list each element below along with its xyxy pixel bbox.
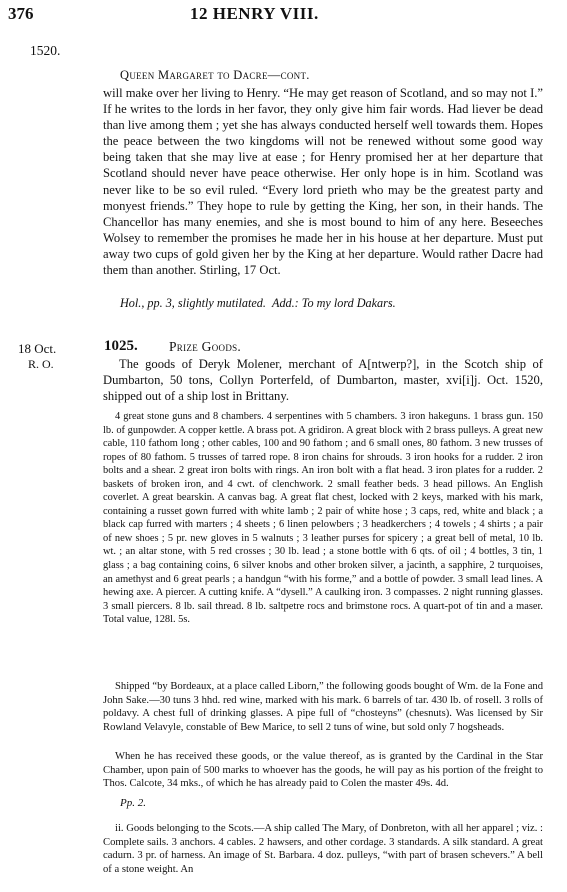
- letter-heading: Queen Margaret to Dacre—cont.: [120, 68, 310, 82]
- scots-goods-paragraph: ii. Goods belonging to the Scots.—A ship called The Mary, of Donbreton, with all her apparel ; viz. : Complete sails. 3 anchors. 4 cables. 2 hawsers, and other cordage. 3 standards. A silk standard. A great cadurn. 3 pr. of harness. An image of St. Barbara. 4 doz. pulleys, “with part of brasen schevers.” A bell of a stone weight. An: [103, 823, 543, 875]
- margin-source: R. O.: [28, 357, 54, 371]
- letter-text: will make over her living to Henry. “He may get reason of Scotland, and so may not I.” If he writes to the lords in her favor, they only give him fair words. Had liever be dead than live among them ; yet she has always conducted herself well towards them. Hopes the peace between the two kingdoms will not be renewed without some good way being taken that she may live at ease ; for Henry promised her at her departure that Scotland should never have peace otherwise. Her only hope is in him. Scotland was never like to be so evil ruled. “Every lord prieth who may be the greatest party and monyest friends.” They hope to rule by getting the King, her son, in their hands. The Chancellor has many enemies, and she is most bound to him of any here. Beseeches Wolsey to remember the promises he made her in his house at her departure. Must put away two cups of gold given her by the King at her departure. Would rather Dacre had them than another. Stirling, 17 Oct.: [103, 86, 543, 278]
- running-head: 12 HENRY VIII.: [190, 4, 319, 23]
- shipped-paragraph: Shipped “by Bordeaux, at a place called Liborn,” the following goods bought of Wm. de la Fone and John Sake.—30 tuns 3 hhd. red wine, marked with his mark. 6 barrels of tar. 430 lb. of rosell. 3 rolls of poldavy. A chest full of drinking glasses. A pipe full of “chosteyns” (chesnuts). Was licensed by Sir Rowland Velavyle, constable of Bew Marice, to sell 2 tuns of wine, but sold only 7 hogsheads.: [103, 681, 543, 733]
- entry-number: 1025.: [104, 338, 138, 354]
- margin-date: 18 Oct.: [18, 341, 57, 356]
- entry-title: Prize Goods.: [169, 339, 242, 354]
- note-hol: Hol., pp. 3, slightly mutilated.: [120, 296, 266, 310]
- note-add: Add.: To my lord Dakars.: [272, 296, 396, 310]
- page-number: 376: [8, 4, 34, 23]
- received-paragraph: When he has received these goods, or the value thereof, as is granted by the Cardinal in the Star Chamber, upon pain of 500 marks to whoever has the goods, he will pay as his portion of the freight to Thos. Calcote, 34 mks., of which he has already paid to Colen the master 49s. 4d.: [103, 751, 543, 789]
- entry-intro: The goods of Deryk Molener, merchant of A[ntwerp?], in the Scotch ship of Dumbarton, 50 tons, Collyn Porterfeld, of Dumbarton, master, xvi[i]j. Oct. 1520, shipped out of a ship lost in Brittany.: [103, 357, 543, 404]
- letter-notes: [120, 296, 396, 311]
- margin-year: 1520.: [30, 43, 61, 58]
- goods-list: 4 great stone guns and 8 chambers. 4 serpentines with 5 chambers. 3 iron hakeguns. 1 brass gun. 150 lb. of gunpowder. A copper kettle. A brass pot. A gridiron. A great block with 2 brass pulleys. A great new cable, 110 fathom long ; other cables, 100 and 90 fathom ; and 6 small ones, 80 fathom. 3 new trusses of ropes of 80 fathom. 5 trusses of tarred rope. 8 iron chains for shrouds. 3 iron hooks for a rudder. 2 iron bolts and a shear. 2 great iron bolts with rings. An iron bolt with a flat head. 3 iron plates for a rudder. 2 baskets of broken iron, and 4 cwt. of clenchwork. 2 small feather beds. 3 head pillows. An English coverlet. A great bearskin. A canvas bag. A great flat chest, locked with 2 keys, marked with his mark, containing a russet gown furred with white lamb ; 2 pair of white hose ; 3 caps, red, white and black ; a black cap furred with marters ; 4 sheets ; 6 linen pelowbers ; 3 headkerchers ; 4 towels ; 4 shirts ; a pair of new shoes ; 5 pr. new gloves in 5 walnuts ; 3 leather purses for spicery ; a great bell of metal, 10 lb. wt. ; an altar stone, with 5 red crosses ; 30 lb. lead ; a stone bottle with 6 qts. of oil ; 4 bottles, 3 tin, 1 glass ; a bag containing coins, 6 silver knobs and other broken silver, a jacinth, a sapphire, 2 turquoises, an amethyst and 6 great pearls ; a handgun “with his forme,” and a bottle of powder. 3 small lead lines. A hewing axe. A piercer. A cutting knife. A “dysell.” A caulking iron. 3 compasses. 2 night running glasses. 3 small piercers. 8 lb. sail thread. 8 lb. saltpetre rocs and brimstone rocs. A quart-pot of tin and a maser. Total value, 128l. 5s.: [103, 411, 543, 626]
- pages-note: Pp. 2.: [120, 797, 146, 809]
